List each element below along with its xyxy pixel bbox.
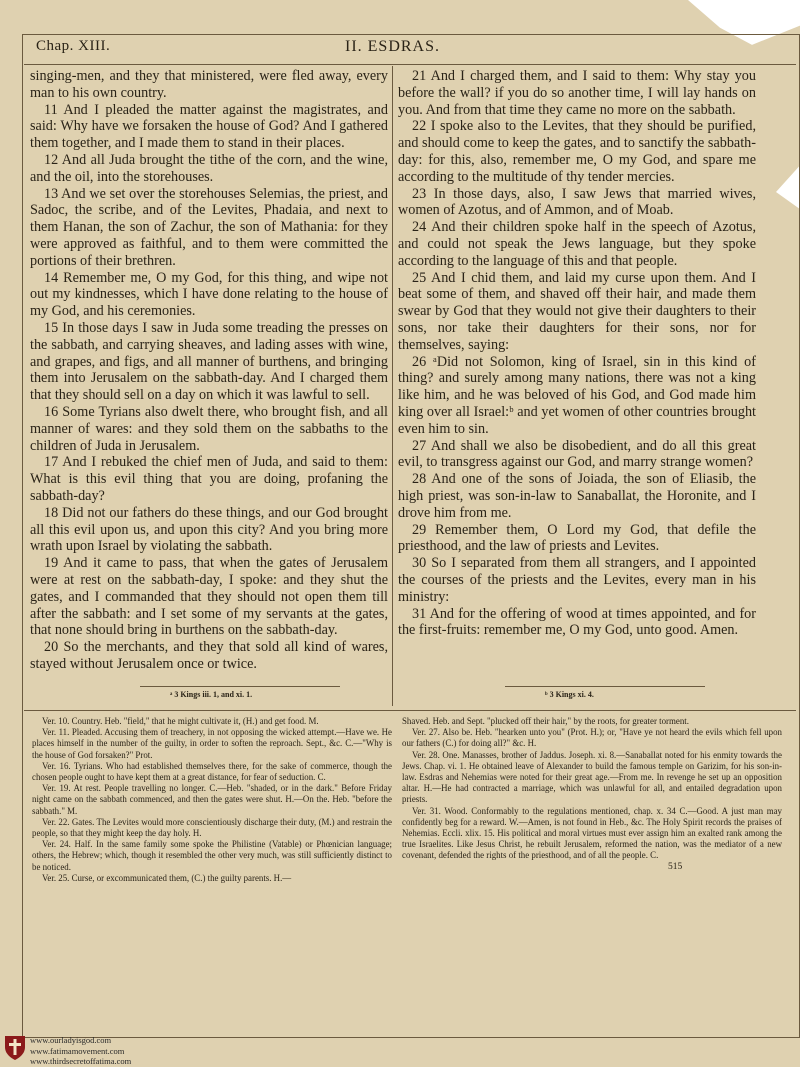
verse-paragraph: 14 Remember me, O my God, for this thing, and wipe not out my kindnesses, which I have done relating to the house of my God, and his ceremonies. [30,269,388,320]
chapter-heading: Chap. XIII. [36,38,111,54]
left-text-column [30,68,388,673]
notes-rule [24,710,796,711]
commentary-note: Ver. 10. Country. Heb. "field," that he might cultivate it, (H.) and get food. M. [42,716,319,726]
verse-paragraph: 29 Remember them, O Lord my God, that defile the priesthood, and the law of priests and Levites. [398,521,756,555]
verse-paragraph: 16 Some Tyrians also dwelt there, who brought fish, and all manner of wares: and they sold them on the sabbaths to the children of Juda in Jerusalem. [30,403,388,454]
footnote-rule-right [505,686,705,687]
commentary-note: Ver. 19. At rest. People travelling no longer. C.—Heb. "shaded, or in the dark." Before Friday night came on the sabbath commenced, and then the gates were shut. H.—On the. Heb. "before the sabbath." M. [32,783,392,816]
footer-urls [30,1035,131,1067]
verse-paragraph: 21 And I charged them, and I said to them: Why stay you before the wall? if you do so another time, I will lay hands on you. And from that time they came no more on the sabbath. [398,68,756,118]
footer-url[interactable]: www.thirdsecretoffatima.com [30,1056,132,1066]
commentary-note: Ver. 22. Gates. The Levites would more conscientiously discharge their duty, (M.) and restrain the people, so that they might keep the day holy. H. [32,816,392,839]
commentary-note: Ver. 24. Half. In the same family some spoke the Philistine (Vatable) or Phœnician language; others, the Hebrew; which, though it resembled the other very much, was still sufficiently distinct to be noticed. [32,839,392,872]
verse-paragraph: 18 Did not our fathers do these things, and our God brought all this evil upon us, and upon this city? And you bring more wrath upon Israel by violating the sabbath. [30,504,388,555]
verse-paragraph: 12 And all Juda brought the tithe of the corn, and the wine, and the oil, into the storehouses. [30,151,388,185]
verse-paragraph: 31 And for the offering of wood at times appointed, and for the first-fruits: remember me, O my God, unto good. Amen. [398,605,756,639]
footnote-rule-left [140,686,340,687]
verse-paragraph: 26 ᵃDid not Solomon, king of Israel, sin in this kind of thing? and surely among many nations, there was not a king like him, and he was beloved of his God, and God made him king over all Israel:ᵇ and yet women of other countries brought even him to sin. [398,353,756,437]
footnote-a: ᵃ 3 Kings iii. 1, and xi. 1. [170,690,253,699]
commentary-note: Ver. 11. Pleaded. Accusing them of treachery, in not opposing the wicked attempt.—Have we. He places himself in the number of the guilty, in order to soften the reproach. Sept., &c. C.—"Why is the house of God forsaken?" Prot. [32,727,392,760]
commentary-left [32,716,392,884]
commentary-note: Ver. 25. Curse, or excommunicated them, (C.) the guilty parents. H.— [42,872,292,883]
footer-url[interactable]: www.ourladyisgod.com [30,1035,112,1045]
verse-paragraph: 11 And I pleaded the matter against the magistrates, and said: Why have we forsaken the house of God? And I gathered them together, and I made them to stand in their places. [30,101,388,152]
verse-paragraph: 24 And their children spoke half in the speech of Azotus, and could not speak the Jews language, but they spoke according to the language of this and that people. [398,219,756,269]
verse-paragraph: 28 And one of the sons of Joiada, the son of Eliasib, the high priest, was son-in-law to Sanaballat, the Horonite, and I drove him from me. [398,471,756,521]
commentary-note: Ver. 16. Tyrians. Who had established themselves there, for the sake of commerce, though the chosen people ought to have kept them at a great distance, for fear of seduction. C. [32,760,392,783]
verse-paragraph: singing-men, and they that ministered, were fled away, every man to his own country. [30,68,388,101]
commentary-note: Ver. 28. One. Manasses, brother of Jaddus. Joseph. xi. 8.—Sanaballat noted for his enmity towards the Jews. Chap. vi. 1. He obtained leave of Alexander to build the famous temple on Garizim, for his son-in-law. Esdras and Nehemias were noted for their great age.—From me. In revenge he set up an opposition altar. H.—He had contracted a marriage, which was unlawful for all, and entailed degradation upon priests. [402,749,782,805]
verse-paragraph: 13 And we set over the storehouses Selemias, the priest, and Sadoc, the scribe, and of the Levites, Phadaia, and next to them Hanan, the son of Zachur, the son of Mathania: for they were approved as faithful, and to them were committed the portions of their brethren. [30,185,388,269]
commentary-note: Shaved. Heb. and Sept. "plucked off their hair," by the roots, for greater torment. [402,716,689,726]
commentary-note: Ver. 31. Wood. Conformably to the regulations mentioned, chap. x. 34 C.—Good. A just man may confidently beg for a reward. W.—Amen, is not found in Heb., &c. The Holy Spirit records the praises of Nehemias. Eccli. xlix. 15. His political and moral virtues must ever assign him an exalted rank among the true Israelites. Like Jesus Christ, he rebuilt Jerusalem, reformed the nation, was the mediator of a new covenant, defended the rights of the priesthood, and of all the people. C. [402,805,782,861]
right-text-column [398,68,756,639]
book-title: II. ESDRAS. [345,38,441,55]
verse-paragraph: 15 In those days I saw in Juda some treading the presses on the sabbath, and carrying sheaves, and lading asses with wine, and grapes, and figs, and all manner of burthens, and bringing them into Jerusalem on the sabbath-day. And I charged them that they should sell on a day on which it was lawful to sell. [30,319,388,404]
commentary-note: Ver. 27. Also be. Heb. "hearken unto you" (Prot. H.); or, "Have ye not heard the evils which fell upon our fathers (C.) for doing all?" &c. H. [402,727,782,749]
verse-paragraph: 23 In those days, also, I saw Jews that married wives, women of Azotus, and of Ammon, and of Moab. [398,185,756,219]
verse-paragraph: 22 I spoke also to the Levites, that they should be purified, and should come to keep the gates, and to sanctify the sabbath-day: for this, also, remember me, O my God, and spare me according to the multitude of thy tender mercies. [398,118,756,185]
verse-paragraph: 19 And it came to pass, that when the gates of Jerusalem were at rest on the sabbath-day, I spoke: and they shut the gates, and I commanded that they should not open them till after the sabbath: and I set some of my servants at the gates, that none should bring in burthens on the sabbath-day. [30,555,388,639]
column-divider [392,66,393,706]
shield-cross-logo-icon [4,1035,26,1061]
verse-paragraph: 17 And I rebuked the chief men of Juda, and said to them: What is this evil thing that you are doing, profaning the sabbath-day? [30,454,388,504]
verse-paragraph: 30 So I separated from them all strangers, and I appointed the courses of the priests and the Levites, every man in his ministry: [398,555,756,605]
verse-paragraph: 25 And I chid them, and laid my curse upon them. And I beat some of them, and shaved off their hair, and made them swear by God that they would not give their daughters to their sons, nor take their daughters for their sons, nor for themselves, saying: [398,269,756,353]
footnote-b: ᵇ 3 Kings xi. 4. [545,690,594,699]
page-number: 515 [668,862,683,872]
footer-url[interactable]: www.fatimamovement.com [30,1045,125,1056]
verse-paragraph: 27 And shall we also be disobedient, and do all this great evil, to transgress against our God, and marry strange women? [398,437,756,471]
commentary-right [402,716,782,862]
verse-paragraph: 20 So the merchants, and they that sold all kind of wares, stayed without Jerusalem once or twice. [30,639,388,672]
header-rule [24,64,796,65]
